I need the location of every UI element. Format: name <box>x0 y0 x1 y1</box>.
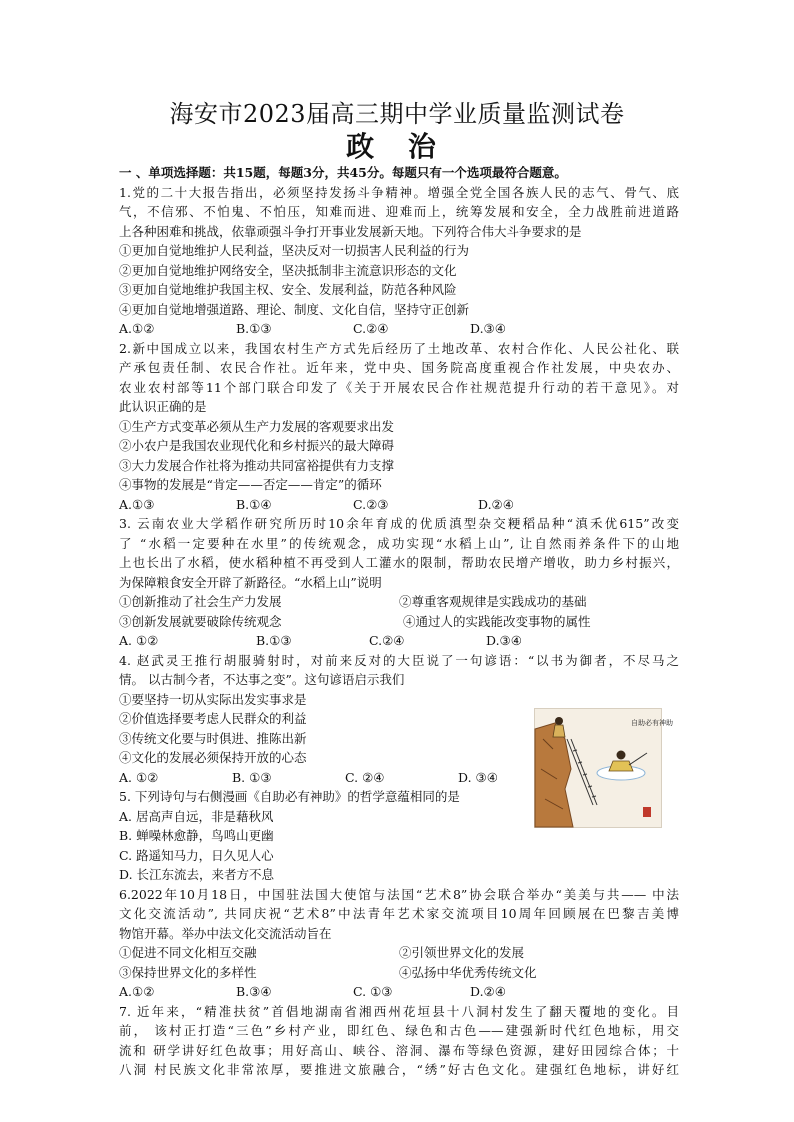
question-text-line: 物馆开幕。举办中法文化交流活动旨在 <box>119 925 332 941</box>
answer-options <box>119 631 679 651</box>
statement: ①更加自觉地维护人民利益，坚决反对一切损害人民利益的行为 <box>119 243 470 258</box>
statement: ④文化的发展必须保持开放的心态 <box>119 750 307 765</box>
question-text-line: 1.党的二十大报告指出，必须坚持发扬斗争精神。增强全党全国各族人民的志气、骨气、底 <box>119 184 679 200</box>
option-b: B.③④ <box>236 984 272 999</box>
question-text-line: 5. 下列诗句与右侧漫画《自助必有神助》的哲学意蕴相同的是 <box>119 789 460 804</box>
option-a: A.①② <box>119 984 155 999</box>
question-text-line: 前， 该村正打造“三色”乡村产业，即红色、绿色和古色——建强新时代红色地标，用交 <box>119 1023 679 1038</box>
statement: ②更加自觉地维护网络安全，坚决抵制非主流意识形态的文化 <box>119 262 457 278</box>
option-c: C.②③ <box>353 496 389 512</box>
choice-b: B. 蝉噪林愈静，鸟鸣山更幽 <box>119 828 274 843</box>
question-text-line: 气，不信邪、不怕鬼、不怕压，知难而进、迎难而上，统筹发展和安全，全力战胜前进道路 <box>119 204 679 219</box>
figure-head <box>555 717 563 725</box>
statement: ①创新推动了社会生产力发展 <box>119 594 282 609</box>
statement: ④通过人的实践能改变事物的属性 <box>403 613 591 629</box>
option-c: C.②④ <box>353 321 389 336</box>
question-3 <box>119 514 679 651</box>
statement: ②小农户是我国农业现代化和乡村振兴的最大障碍 <box>119 438 395 453</box>
option-b: B.①③ <box>236 321 272 336</box>
statement: ③传统文化要与时俱进、推陈出新 <box>119 730 307 746</box>
question-text-line: 4. 赵武灵王推行胡服骑射时，对前来反对的大臣说了一句谚语：“以书为御者，不尽马之 <box>119 652 679 668</box>
question-text-line: 6.2022年10月18日，中国驻法国大使馆与法国“艺术8”协会联合举办“美美与共—— 中法 <box>119 886 679 902</box>
question-text-line: 八洞 村民族文化非常浓厚，要推进文旅融合，“绣”好古色文化。建强红色地标，讲好红 <box>119 1062 679 1077</box>
exam-title: 海安市2023届高三期中学业质量监测试卷 <box>169 100 625 128</box>
option-b: B. ①③ <box>232 769 272 785</box>
statement: ③更加自觉地维护我国主权、安全、发展利益，防范各种风险 <box>119 282 457 297</box>
question-text-line: 上也长出了水稻，使水稻种植不再受到人工灌水的限制，帮助农民增产增收，助力乡村振兴， <box>119 555 679 570</box>
statement: ③保持世界文化的多样性 <box>119 964 257 980</box>
question-text-line: 情。 以古制今者，不达事之变”。这句谚语启示我们 <box>119 672 405 687</box>
statement: ①要坚持一切从实际出发实事求是 <box>119 691 307 707</box>
section-heading: 一 、单项选择题：共15题，每题3分，共45分。每题只有一个选项最符合题意。 <box>119 165 567 180</box>
question-6 <box>119 885 679 1002</box>
statement: ①生产方式变革必须从生产力发展的客观要求出发 <box>119 418 395 434</box>
statement-row <box>119 963 679 983</box>
statement-row <box>119 592 679 612</box>
question-text-line: 此认识正确的是 <box>119 399 207 414</box>
question-text-line: 文化交流活动”, 共同庆祝“艺术8”中法青年艺术家交流项目10周年回顾展在巴黎吉美博 <box>119 906 679 921</box>
statement: ④事物的发展是“肯定——否定——肯定”的循环 <box>119 477 382 492</box>
option-a: A. ①② <box>119 633 159 648</box>
exam-body <box>119 163 679 1080</box>
option-c: C. ②④ <box>345 769 385 785</box>
cartoon-illustration <box>534 708 673 828</box>
question-text-line: 了 “水稻一定要种在水里”的传统观念，成功实现“水稻上山”, 让自然雨养条件下的山地 <box>119 535 679 551</box>
statement: ②价值选择要考虑人民群众的利益 <box>119 711 307 726</box>
statement: ④弘扬中华优秀传统文化 <box>399 964 537 980</box>
question-text-line: 3. 云南农业大学稻作研究所历时10余年育成的优质滇型杂交粳稻品种“滇禾优615”改变 <box>119 516 679 531</box>
question-text-line: 上各种困难和挑战，依靠顽强斗争打开事业发展新天地。下列符合伟大斗争要求的是 <box>119 223 582 239</box>
option-b: B.①④ <box>236 496 272 512</box>
answer-options <box>119 982 679 1002</box>
statement: ②尊重客观规律是实践成功的基础 <box>399 594 587 609</box>
option-a: A.①② <box>119 321 155 336</box>
statement: ②引领世界文化的发展 <box>399 945 525 960</box>
question-text-line: 产承包责任制、农民合作社。近年来，党中央、国务院高度重视合作社发展，中央农办、 <box>119 360 679 375</box>
question-text-line: 为保障粮食安全开辟了新路径。“水稻上山”说明 <box>119 574 382 590</box>
option-d: D. ③④ <box>458 769 498 785</box>
option-a: A.①③ <box>119 496 155 512</box>
option-d: D.③④ <box>470 321 506 336</box>
statement: ③大力发展合作社将为推动共同富裕提供有力支撑 <box>119 457 395 473</box>
option-c: C.②④ <box>369 633 405 648</box>
question-text-line: 7. 近年来，“精准扶贫”首倡地湖南省湘西州花垣县十八洞村发生了翻天覆地的变化。目 <box>119 1003 679 1019</box>
question-1 <box>119 183 679 339</box>
statement-row <box>119 943 679 963</box>
answer-options <box>119 319 679 339</box>
seal-stamp <box>643 807 651 817</box>
question-text-line: 流和 研学讲好红色故事；用好高山、峡谷、溶洞、瀑布等绿色资源，建好田园综合体；十 <box>119 1042 679 1058</box>
cartoon-caption: 自助必有神助 <box>631 719 673 727</box>
statement-row <box>119 612 679 632</box>
option-b: B.①③ <box>256 633 292 648</box>
question-7 <box>119 1002 679 1080</box>
question-text-line: 农业农村部等11个部门联合印发了《关于开展农民合作社规范提升行动的若干意见》。对 <box>119 379 679 395</box>
statement: ④更加自觉地增强道路、理论、制度、文化自信，坚持守正创新 <box>119 301 470 317</box>
option-d: D.③④ <box>486 633 522 648</box>
answer-options <box>119 495 679 515</box>
option-c: C. ①③ <box>353 984 393 999</box>
question-text-line: 2.新中国成立以来，我国农村生产方式先后经历了土地改革、农村合作化、人民公社化、联 <box>119 340 679 356</box>
option-d: D.②④ <box>478 496 514 512</box>
statement: ③创新发展就要破除传统观念 <box>119 613 282 629</box>
choice-a: A. 居高声自远，非是藉秋风 <box>119 808 274 824</box>
subject-heading: 政 治 <box>346 130 448 163</box>
cartoon-drawing <box>535 709 673 827</box>
statement: ①促进不同文化相互交融 <box>119 945 257 960</box>
option-a: A. ①② <box>119 769 159 785</box>
option-d: D.②④ <box>470 984 506 999</box>
choice-d: D. 长江东流去，来者方不息 <box>119 867 275 882</box>
choice-c: C. 路遥知马力，日久见人心 <box>119 847 274 863</box>
question-2 <box>119 339 679 515</box>
